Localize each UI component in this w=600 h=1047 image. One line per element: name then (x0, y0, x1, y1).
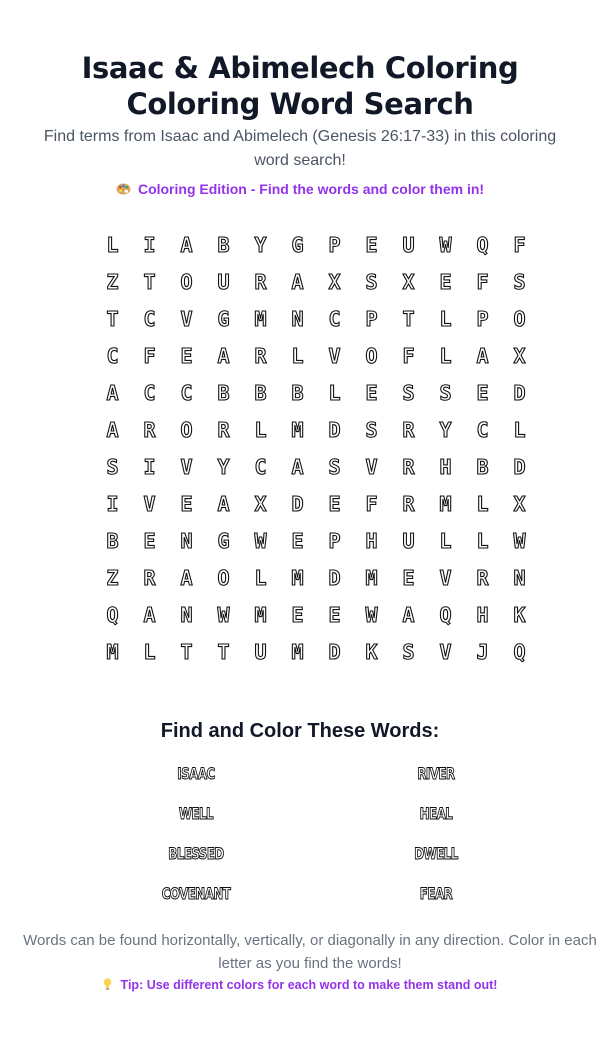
grid-cell[interactable]: T (106, 306, 119, 331)
grid-cell[interactable]: Y (439, 417, 452, 442)
grid-cell[interactable]: F (476, 269, 489, 294)
grid-cell[interactable]: S (365, 417, 378, 442)
word-list-item: DWELL (414, 844, 458, 863)
page-subtitle: Find terms from Isaac and Abimelech (Genesis 26:17-33) in this coloring word search! (43, 128, 557, 169)
grid-cell[interactable]: G (217, 528, 230, 553)
grid-cell[interactable]: A (476, 343, 489, 368)
grid-cell[interactable]: I (143, 454, 156, 479)
grid-cell[interactable]: E (365, 232, 378, 257)
grid-cell[interactable]: D (328, 417, 341, 442)
word-list-item: ISAAC (177, 764, 215, 783)
grid-cell[interactable]: C (328, 306, 341, 331)
grid-cell[interactable]: G (217, 306, 230, 331)
grid-cell[interactable]: D (328, 565, 341, 590)
grid-cell[interactable]: A (106, 380, 119, 405)
grid-cell[interactable]: C (106, 343, 119, 368)
grid-cell[interactable]: O (180, 417, 193, 442)
grid-cell[interactable]: R (476, 565, 489, 590)
grid-cell[interactable]: D (328, 639, 341, 664)
grid-cell[interactable]: O (365, 343, 378, 368)
grid-cell[interactable]: I (106, 491, 119, 516)
grid-cell[interactable]: R (402, 417, 415, 442)
grid-cell[interactable]: B (217, 380, 230, 405)
grid-cell[interactable]: B (476, 454, 489, 479)
grid-cell[interactable]: P (328, 232, 341, 257)
grid-cell[interactable]: L (476, 528, 489, 553)
grid-cell[interactable]: L (439, 343, 452, 368)
grid-cell[interactable]: W (254, 528, 267, 553)
grid-cell[interactable]: E (439, 269, 452, 294)
grid-cell[interactable]: F (365, 491, 378, 516)
grid-cell[interactable]: E (180, 343, 193, 368)
grid-cell[interactable]: P (328, 528, 341, 553)
coloring-edition-banner (20, 179, 580, 199)
grid-cell[interactable]: L (328, 380, 341, 405)
grid-cell[interactable]: M (254, 306, 267, 331)
grid-cell[interactable]: X (513, 343, 526, 368)
grid-cell[interactable]: E (143, 528, 156, 553)
grid-cell[interactable]: A (143, 602, 156, 627)
grid-cell[interactable]: R (217, 417, 230, 442)
page-title: Isaac & Abimelech Coloring Coloring Word Search (81, 51, 519, 121)
grid-cell[interactable]: Z (106, 565, 119, 590)
grid-cell[interactable]: B (254, 380, 267, 405)
grid-cell[interactable]: K (365, 639, 378, 664)
grid-cell[interactable]: W (365, 602, 378, 627)
grid-cell[interactable]: L (143, 639, 156, 664)
grid-cell[interactable]: B (217, 232, 230, 257)
grid-cell[interactable]: E (291, 602, 304, 627)
grid-cell[interactable]: M (291, 639, 304, 664)
grid-cell[interactable]: R (143, 565, 156, 590)
grid-cell[interactable]: F (513, 232, 526, 257)
grid-cell[interactable]: L (254, 417, 267, 442)
grid-cell[interactable]: V (365, 454, 378, 479)
grid-cell[interactable]: T (143, 269, 156, 294)
grid-cell[interactable]: B (291, 380, 304, 405)
grid-cell[interactable]: A (106, 417, 119, 442)
grid-cell[interactable]: S (328, 454, 341, 479)
grid-cell[interactable]: V (439, 639, 452, 664)
grid-cell[interactable]: G (291, 232, 304, 257)
grid-cell[interactable]: W (439, 232, 452, 257)
grid-cell[interactable]: S (439, 380, 452, 405)
word-list (76, 762, 556, 922)
grid-cell[interactable]: T (180, 639, 193, 664)
grid-cell[interactable]: Q (513, 639, 526, 664)
grid-cell[interactable]: M (106, 639, 119, 664)
grid-cell[interactable]: K (513, 602, 526, 627)
grid-cell[interactable]: L (476, 491, 489, 516)
grid-cell[interactable]: Y (254, 232, 267, 257)
grid-cell[interactable]: X (402, 269, 415, 294)
grid-cell[interactable]: S (402, 639, 415, 664)
grid-cell[interactable]: M (291, 417, 304, 442)
grid-cell[interactable]: F (143, 343, 156, 368)
grid-cell[interactable]: O (217, 565, 230, 590)
grid-cell[interactable]: U (402, 232, 415, 257)
grid-cell[interactable]: R (254, 343, 267, 368)
grid-cell[interactable]: C (180, 380, 193, 405)
grid-cell[interactable]: M (365, 565, 378, 590)
grid-cell[interactable]: A (291, 454, 304, 479)
grid-cell[interactable]: U (402, 528, 415, 553)
grid-cell[interactable]: C (143, 380, 156, 405)
word-list-item: FEAR (419, 884, 453, 903)
grid-cell[interactable]: N (513, 565, 526, 590)
grid-cell[interactable]: V (180, 454, 193, 479)
grid-cell[interactable]: R (402, 454, 415, 479)
grid-cell[interactable]: A (180, 232, 193, 257)
word-list-item: COVENANT (161, 884, 231, 903)
grid-cell[interactable]: T (217, 639, 230, 664)
grid-cell[interactable]: V (143, 491, 156, 516)
grid-cell[interactable]: M (254, 602, 267, 627)
tip-banner (20, 976, 580, 994)
word-list-item: WELL (178, 804, 214, 823)
grid-cell[interactable]: R (143, 417, 156, 442)
grid-cell[interactable]: P (476, 306, 489, 331)
coloring-edition-text: Coloring Edition - Find the words and color them in! (137, 181, 485, 197)
grid-cell[interactable]: A (180, 565, 193, 590)
grid-cell[interactable]: A (217, 343, 230, 368)
grid-cell[interactable]: Q (476, 232, 489, 257)
grid-cell[interactable]: Q (439, 602, 452, 627)
grid-cell[interactable]: L (106, 232, 119, 257)
grid-cell[interactable]: H (365, 528, 378, 553)
grid-cell[interactable]: Z (106, 269, 119, 294)
grid-cell[interactable]: D (513, 454, 526, 479)
grid-cell[interactable]: M (439, 491, 452, 516)
grid-cell[interactable]: S (513, 269, 526, 294)
grid-cell[interactable]: E (291, 528, 304, 553)
grid-cell[interactable]: R (254, 269, 267, 294)
grid-cell[interactable]: A (291, 269, 304, 294)
grid-cell[interactable]: X (513, 491, 526, 516)
letter-grid (94, 226, 538, 670)
grid-cell[interactable]: V (180, 306, 193, 331)
grid-cell[interactable]: L (513, 417, 526, 442)
grid-cell[interactable]: W (513, 528, 526, 553)
grid-cell[interactable]: R (402, 491, 415, 516)
grid-cell[interactable]: W (217, 602, 230, 627)
grid-cell[interactable]: V (328, 343, 341, 368)
grid-cell[interactable]: C (254, 454, 267, 479)
grid-cell[interactable]: T (402, 306, 415, 331)
grid-cell[interactable]: X (254, 491, 267, 516)
grid-cell[interactable]: M (291, 565, 304, 590)
grid-cell[interactable]: D (513, 380, 526, 405)
grid-cell[interactable]: E (180, 491, 193, 516)
word-list-item: HEAL (419, 804, 453, 823)
grid-cell[interactable]: E (328, 602, 341, 627)
grid-cell[interactable]: L (439, 528, 452, 553)
grid-cell[interactable]: N (180, 528, 193, 553)
grid-cell[interactable]: U (254, 639, 267, 664)
grid-cell[interactable]: Y (217, 454, 230, 479)
grid-cell[interactable]: N (180, 602, 193, 627)
grid-cell[interactable]: E (476, 380, 489, 405)
grid-cell[interactable]: Q (106, 602, 119, 627)
grid-cell[interactable]: D (291, 491, 304, 516)
palette-icon (116, 183, 131, 195)
grid-cell[interactable]: E (328, 491, 341, 516)
word-list-item: RIVER (417, 764, 455, 783)
grid-cell[interactable]: F (402, 343, 415, 368)
instructions-text: Words can be found horizontally, vertically, or diagonally in any direction. Color in each letter as you find the words! (23, 932, 597, 972)
grid-cell[interactable]: S (106, 454, 119, 479)
tip-text: Tip: Use different colors for each word to make them stand out! (120, 978, 498, 992)
grid-cell[interactable]: E (365, 380, 378, 405)
grid-cell[interactable]: H (476, 602, 489, 627)
grid-cell[interactable]: P (365, 306, 378, 331)
grid-cell[interactable]: S (402, 380, 415, 405)
grid-cell[interactable]: E (402, 565, 415, 590)
grid-cell[interactable]: A (217, 491, 230, 516)
grid-cell[interactable]: L (439, 306, 452, 331)
grid-cell[interactable]: O (513, 306, 526, 331)
grid-cell[interactable]: H (439, 454, 452, 479)
grid-cell[interactable]: A (402, 602, 415, 627)
grid-cell[interactable]: C (476, 417, 489, 442)
grid-cell[interactable]: S (365, 269, 378, 294)
lightbulb-icon (103, 978, 112, 990)
word-list-heading: Find and Color These Words: (160, 720, 440, 742)
grid-cell[interactable]: L (254, 565, 267, 590)
grid-cell[interactable]: B (106, 528, 119, 553)
grid-cell[interactable]: U (217, 269, 230, 294)
word-list-item: BLESSED (168, 844, 224, 863)
grid-cell[interactable]: O (180, 269, 193, 294)
grid-cell[interactable]: I (143, 232, 156, 257)
grid-cell[interactable]: J (476, 639, 489, 664)
grid-cell[interactable]: X (328, 269, 341, 294)
grid-cell[interactable]: V (439, 565, 452, 590)
grid-cell[interactable]: N (291, 306, 304, 331)
grid-cell[interactable]: C (143, 306, 156, 331)
grid-cell[interactable]: L (291, 343, 304, 368)
